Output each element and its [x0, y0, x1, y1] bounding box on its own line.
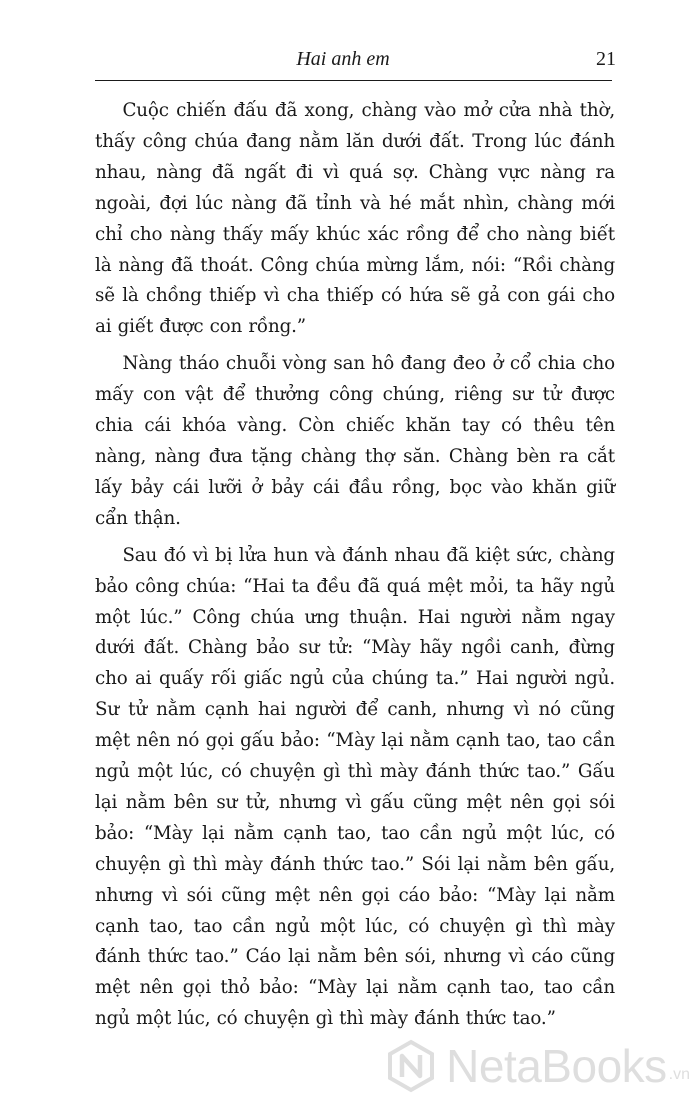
header-rule [95, 80, 612, 81]
watermark-brand: NetaBooks [446, 1040, 667, 1092]
paragraph-2: Nàng tháo chuỗi vòng san hô đang đeo ở cổ chia cho mấy con vật để thưởng công chúng, riêng sư tử được chia cái khóa vàng. Còn chiếc khăn tay có thêu tên nàng, nàng đưa tặng chàng thợ săn. Chàng bèn ra cắt lấy bảy cái lưỡi ở bảy cái đầu rồng, bọc vào khăn giữ cẩn thận. [95, 353, 615, 529]
body-text [95, 96, 615, 1035]
netabooks-logo-icon [384, 1039, 438, 1093]
running-head [56, 44, 616, 74]
page-number: 21 [596, 48, 616, 70]
paragraph-3: Sau đó vì bị lửa hun và đánh nhau đã kiệt sức, chàng bảo công chúa: “Hai ta đều đã quá mệt mỏi, ta hãy ngủ một lúc.” Công chúa ưng thuận. Hai người nằm ngay dưới đất. Chàng bảo sư tử: “Mày hãy ngồi canh, đừng cho ai quấy rối giấc ngủ của chúng ta.” Hai người ngủ. Sư tử nằm cạnh hai người để canh, nhưng vì nó cũng mệt nên nó gọi gấu bảo: “Mày lại nằm cạnh tao, tao cần ngủ một lúc, có chuyện gì thì mày đánh thức tao.” Gấu lại nằm bên sư tử, nhưng vì gấu cũng mệt nên gọi sói bảo: “Mày lại nằm cạnh tao, tao cần ngủ một lúc, có chuyện gì thì mày đánh thức tao.” Sói lại nằm bên gấu, nhưng vì sói cũng mệt nên gọi cáo bảo: “Mày lại nằm cạnh tao, tao cần ngủ một lúc, có chuyện gì thì mày đánh thức tao.” Cáo lại nằm bên sói, nhưng vì cáo cũng mệt nên gọi thỏ bảo: “Mày lại nằm cạnh tao, tao cần ngủ một lúc, có chuyện gì thì mày đánh thức tao.” [95, 544, 615, 1030]
paragraph-1: Cuộc chiến đấu đã xong, chàng vào mở cửa nhà thờ, thấy công chúa đang nằm lăn dưới đất. Trong lúc đánh nhau, nàng đã ngất đi vì quá sợ. Chàng vực nàng ra ngoài, đợi lúc nàng đã tỉnh và hé mắt nhìn, chàng mới chỉ cho nàng thấy mấy khúc xác rồng để cho nàng biết là nàng đã thoát. Công chúa mừng lắm, nói: “Rồi chàng sẽ là chồng thiếp vì cha thiếp có hứa sẽ gả con gái cho ai giết được con rồng.” [95, 100, 615, 338]
watermark-suffix: .vn [668, 1066, 690, 1083]
running-title: Hai anh em [296, 48, 390, 70]
watermark [384, 1036, 690, 1096]
